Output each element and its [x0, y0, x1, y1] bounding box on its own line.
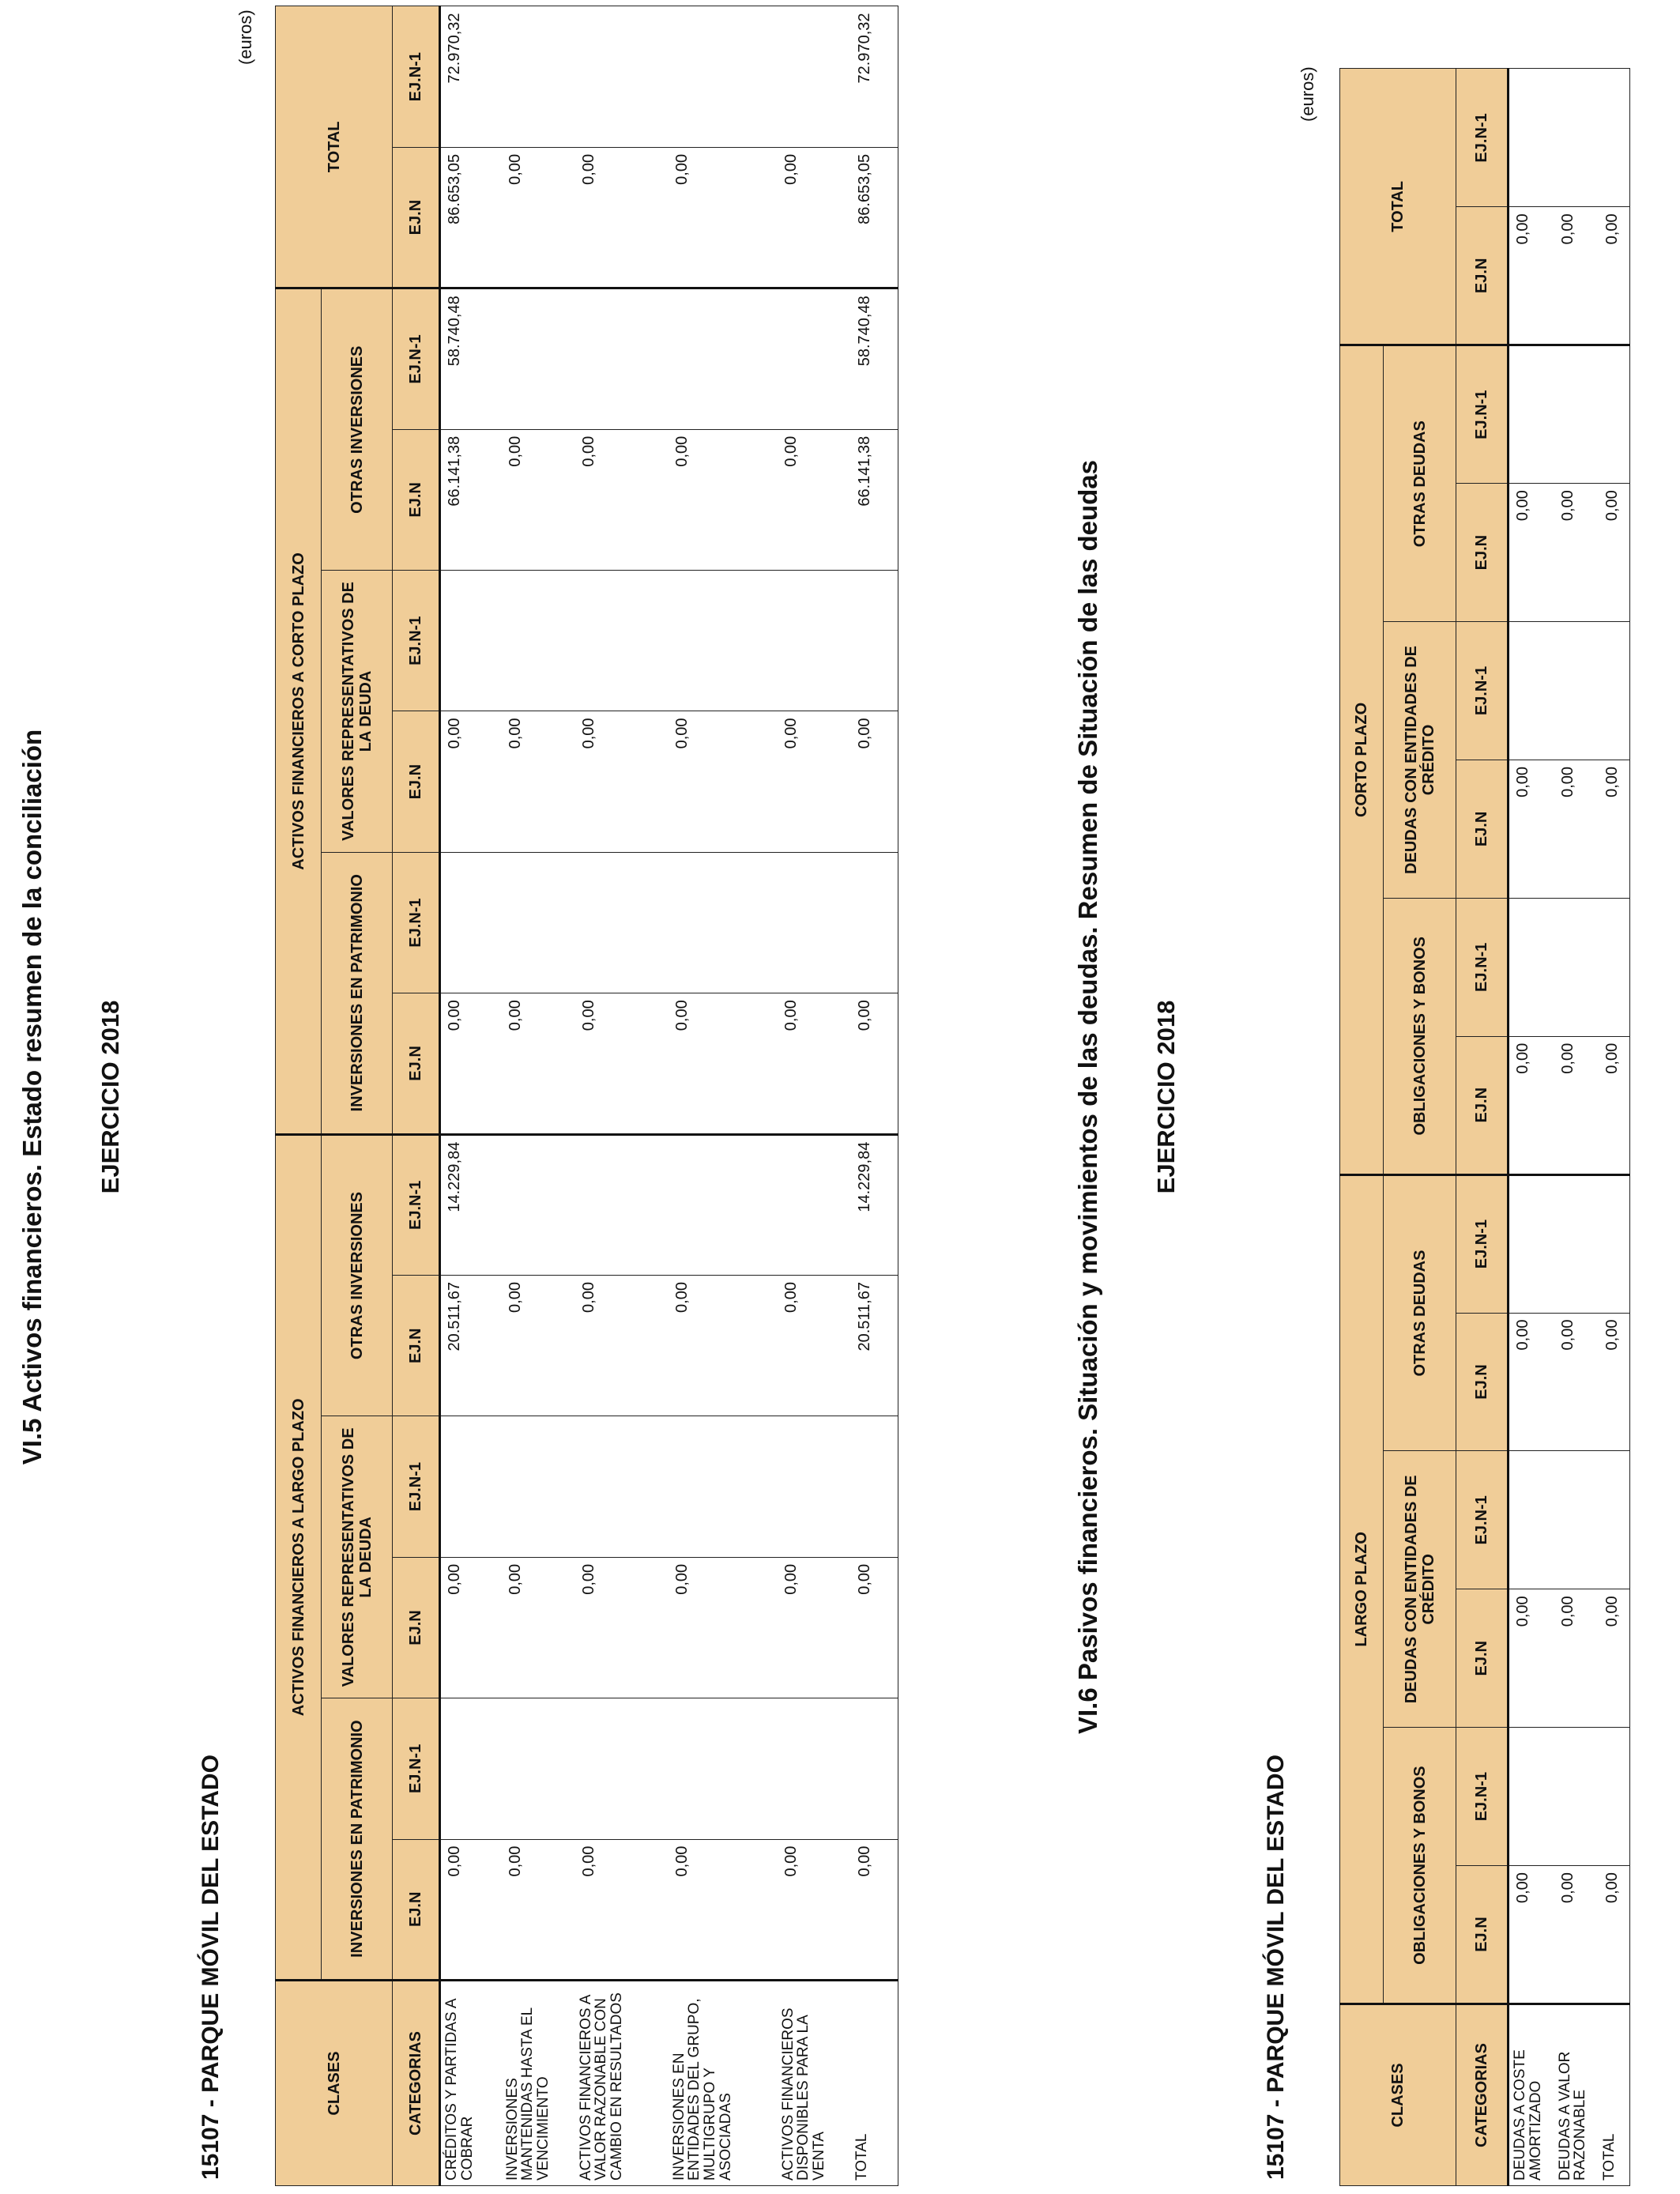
cell-value: 0,00	[669, 711, 778, 852]
cell-value: 0,00	[502, 1557, 575, 1698]
cell-value: 0,00	[575, 1557, 669, 1698]
table-row	[502, 6, 575, 2186]
cell-value: 0,00	[1599, 1589, 1630, 1728]
header-sub-otras-deudas: OTRAS DEUDAS	[1384, 1174, 1456, 1451]
header-sub-otras: OTRAS INVERSIONES	[322, 1134, 393, 1416]
cell-value: 0,00	[1509, 1313, 1554, 1451]
cell-value	[1554, 622, 1599, 760]
cell-value	[669, 852, 778, 993]
s2-table	[1339, 68, 1630, 2186]
col-header-ej-n: EJ.N	[1456, 484, 1509, 622]
header-sub-patrimonio: INVERSIONES EN PATRIMONIO	[322, 852, 393, 1134]
cell-value: 0,00	[1554, 1866, 1599, 2004]
col-header-ej-n: EJ.N	[1456, 1036, 1509, 1174]
cell-value: 0,00	[1554, 760, 1599, 898]
header-cols-row	[393, 6, 440, 2186]
col-header-ej-n: EJ.N	[1456, 1589, 1509, 1728]
cell-value: 0,00	[669, 147, 778, 288]
row-category: DEUDAS A VALOR RAZONABLE	[1554, 2004, 1599, 2186]
cell-value	[575, 1698, 669, 1839]
col-header-ej-n: EJ.N	[1456, 1866, 1509, 2004]
cell-value: 0,00	[575, 1276, 669, 1416]
cell-value	[1599, 1174, 1630, 1313]
s1-body	[440, 6, 898, 2186]
cell-value: 86.653,05	[440, 147, 502, 288]
cell-value: 0,00	[778, 147, 851, 288]
cell-value: 0,00	[1599, 484, 1630, 622]
col-header-ej-n-1: EJ.N-1	[1456, 1728, 1509, 1866]
cell-value: 0,00	[502, 429, 575, 570]
cell-value: 0,00	[575, 711, 669, 852]
header-sub-otras: OTRAS INVERSIONES	[322, 288, 393, 571]
cell-value: 0,00	[669, 993, 778, 1134]
cell-value: 0,00	[575, 993, 669, 1134]
cell-value	[851, 852, 898, 993]
col-header-ej-n-1: EJ.N-1	[393, 288, 440, 429]
row-category: ACTIVOS FINANCIEROS A VALOR RAZONABLE CON CAMBIO EN RESULTADOS	[575, 1981, 669, 2186]
col-header-ej-n-1: EJ.N-1	[1456, 1174, 1509, 1313]
cell-value	[575, 852, 669, 993]
col-header-ej-n: EJ.N	[1456, 1313, 1509, 1451]
header-clases: CLASES	[1340, 2004, 1456, 2186]
cell-value	[851, 1698, 898, 1839]
table-row	[851, 6, 898, 2186]
cell-value	[669, 6, 778, 147]
header-clases: CLASES	[276, 1981, 393, 2186]
header-sub-patrimonio: INVERSIONES EN PATRIMONIO	[322, 1698, 393, 1981]
cell-value: 72.970,32	[440, 6, 502, 147]
cell-value	[1509, 1728, 1554, 1866]
cell-value	[575, 571, 669, 711]
cell-value	[1599, 1451, 1630, 1589]
col-header-ej-n: EJ.N	[393, 1839, 440, 1980]
header-total: TOTAL	[276, 6, 393, 288]
col-header-ej-n-1: EJ.N-1	[393, 1698, 440, 1839]
cell-value: 0,00	[1509, 207, 1554, 345]
cell-value: 0,00	[502, 711, 575, 852]
table-row	[778, 6, 851, 2186]
cell-value: 0,00	[575, 1839, 669, 1980]
col-header-ej-n-1: EJ.N-1	[393, 852, 440, 993]
cell-value	[1554, 1174, 1599, 1313]
header-sub-deudas-credito: DEUDAS CON ENTIDADES DE CRÉDITO	[1384, 622, 1456, 899]
col-header-ej-n-1: EJ.N-1	[1456, 345, 1509, 484]
col-header-ej-n: EJ.N	[393, 1557, 440, 1698]
cell-value	[669, 571, 778, 711]
s1-entity: 15107 - PARQUE MÓVIL DEL ESTADO	[198, 1755, 224, 2180]
cell-value	[1509, 898, 1554, 1036]
row-category: TOTAL	[1599, 2004, 1630, 2186]
cell-value: 0,00	[851, 1557, 898, 1698]
cell-value	[502, 1416, 575, 1557]
cell-value: 0,00	[778, 1839, 851, 1980]
col-header-ej-n-1: EJ.N-1	[1456, 898, 1509, 1036]
header-categorias: CATEGORIAS	[393, 1981, 440, 2186]
cell-value	[575, 1134, 669, 1275]
col-header-ej-n-1: EJ.N-1	[1456, 622, 1509, 760]
cell-value: 0,00	[1599, 1036, 1630, 1174]
cell-value	[502, 571, 575, 711]
table-row	[575, 6, 669, 2186]
cell-value	[1554, 69, 1599, 207]
cell-value	[1509, 1451, 1554, 1589]
cell-value	[1554, 1728, 1599, 1866]
cell-value: 0,00	[502, 993, 575, 1134]
cell-value	[851, 1416, 898, 1557]
cell-value	[1599, 622, 1630, 760]
cell-value: 0,00	[502, 1276, 575, 1416]
header-group-corto: CORTO PLAZO	[1340, 345, 1384, 1174]
header-categorias: CATEGORIAS	[1456, 2004, 1509, 2186]
cell-value	[778, 6, 851, 147]
row-category: INVERSIONES EN ENTIDADES DEL GRUPO, MULTIGRUPO Y ASOCIADAS	[669, 1981, 778, 2186]
cell-value: 0,00	[1599, 207, 1630, 345]
cell-value: 0,00	[669, 1839, 778, 1980]
cell-value	[1599, 69, 1630, 207]
s2-ejercicio: EJERCICIO 2018	[1152, 1000, 1180, 1194]
cell-value: 20.511,67	[440, 1276, 502, 1416]
cell-value: 0,00	[1509, 1589, 1554, 1728]
header-sub-valores: VALORES REPRESENTATIVOS DE LA DEUDA	[322, 571, 393, 853]
cell-value: 0,00	[778, 1557, 851, 1698]
cell-value	[502, 288, 575, 429]
row-category: INVERSIONES MANTENIDAS HASTA EL VENCIMIENTO	[502, 1981, 575, 2186]
table-row	[440, 6, 502, 2186]
s2-title: VI.6 Pasivos financieros. Situación y movimientos de las deudas. Resumen de Situación de las deudas	[1073, 459, 1102, 1735]
col-header-ej-n: EJ.N	[393, 147, 440, 288]
table-row	[669, 6, 778, 2186]
cell-value	[778, 1134, 851, 1275]
cell-value: 0,00	[1554, 484, 1599, 622]
header-sub-deudas-credito: DEUDAS CON ENTIDADES DE CRÉDITO	[1384, 1451, 1456, 1728]
col-header-ej-n-1: EJ.N-1	[393, 1134, 440, 1275]
cell-value: 20.511,67	[851, 1276, 898, 1416]
cell-value	[440, 1416, 502, 1557]
col-header-ej-n: EJ.N	[393, 993, 440, 1134]
cell-value: 14.229,84	[440, 1134, 502, 1275]
cell-value: 0,00	[778, 429, 851, 570]
cell-value	[778, 571, 851, 711]
cell-value	[502, 1134, 575, 1275]
cell-value: 0,00	[440, 711, 502, 852]
cell-value	[669, 1416, 778, 1557]
col-header-ej-n: EJ.N	[393, 711, 440, 852]
header-sub-obligaciones: OBLIGACIONES Y BONOS	[1384, 1728, 1456, 2004]
cell-value	[1554, 898, 1599, 1036]
cell-value: 0,00	[1599, 1866, 1630, 2004]
header-group-corto: ACTIVOS FINANCIEROS A CORTO PLAZO	[276, 288, 322, 1134]
cell-value: 0,00	[502, 1839, 575, 1980]
cell-value	[669, 288, 778, 429]
cell-value	[575, 1416, 669, 1557]
cell-value: 0,00	[851, 1839, 898, 1980]
col-header-ej-n-1: EJ.N-1	[393, 571, 440, 711]
col-header-ej-n: EJ.N	[393, 1276, 440, 1416]
cell-value: 58.740,48	[851, 288, 898, 429]
cell-value	[1509, 69, 1554, 207]
cell-value	[575, 6, 669, 147]
cell-value: 0,00	[778, 993, 851, 1134]
s1-table	[275, 6, 898, 2186]
cell-value	[669, 1698, 778, 1839]
cell-value	[502, 852, 575, 993]
cell-value: 0,00	[1554, 207, 1599, 345]
cell-value: 86.653,05	[851, 147, 898, 288]
s2-unit: (euros)	[1298, 66, 1317, 122]
cell-value	[1599, 898, 1630, 1036]
cell-value: 0,00	[1509, 484, 1554, 622]
cell-value: 0,00	[851, 711, 898, 852]
col-header-ej-n: EJ.N	[1456, 760, 1509, 898]
cell-value: 0,00	[440, 993, 502, 1134]
cell-value	[1509, 622, 1554, 760]
col-header-ej-n-1: EJ.N-1	[393, 6, 440, 147]
header-total: TOTAL	[1340, 69, 1456, 345]
cell-value: 0,00	[502, 147, 575, 288]
cell-value: 0,00	[1599, 1313, 1630, 1451]
s1-title: VI.5 Activos financieros. Estado resumen de la conciliación	[17, 729, 47, 1465]
cell-value	[669, 1134, 778, 1275]
cell-value: 0,00	[1509, 1036, 1554, 1174]
cell-value	[778, 1416, 851, 1557]
cell-value	[1599, 345, 1630, 484]
table-row	[1509, 69, 1554, 2186]
cell-value	[1509, 345, 1554, 484]
col-header-ej-n: EJ.N	[1456, 207, 1509, 345]
header-sub-obligaciones: OBLIGACIONES Y BONOS	[1384, 898, 1456, 1174]
cell-value	[851, 571, 898, 711]
cell-value: 0,00	[778, 711, 851, 852]
cell-value: 0,00	[851, 993, 898, 1134]
cell-value: 66.141,38	[851, 429, 898, 570]
cell-value: 0,00	[778, 1276, 851, 1416]
col-header-ej-n-1: EJ.N-1	[1456, 69, 1509, 207]
cell-value: 66.141,38	[440, 429, 502, 570]
table-row	[1554, 69, 1599, 2186]
cell-value	[1554, 345, 1599, 484]
cell-value: 14.229,84	[851, 1134, 898, 1275]
col-header-ej-n: EJ.N	[393, 429, 440, 570]
cell-value	[1509, 1174, 1554, 1313]
cell-value: 0,00	[440, 1839, 502, 1980]
table-row	[1599, 69, 1630, 2186]
cell-value: 0,00	[669, 429, 778, 570]
cell-value	[778, 1698, 851, 1839]
header-sub-otras-deudas: OTRAS DEUDAS	[1384, 345, 1456, 622]
header-sub-valores: VALORES REPRESENTATIVOS DE LA DEUDA	[322, 1416, 393, 1698]
cell-value: 0,00	[1509, 760, 1554, 898]
s2-entity: 15107 - PARQUE MÓVIL DEL ESTADO	[1263, 1755, 1289, 2180]
cell-value	[502, 6, 575, 147]
cell-value	[440, 1698, 502, 1839]
cell-value	[1599, 1728, 1630, 1866]
cell-value	[778, 288, 851, 429]
cell-value	[440, 571, 502, 711]
cell-value: 0,00	[1554, 1589, 1599, 1728]
row-category: ACTIVOS FINANCIEROS DISPONIBLES PARA LA VENTA	[778, 1981, 851, 2186]
cell-value: 72.970,32	[851, 6, 898, 147]
row-category: DEUDAS A COSTE AMORTIZADO	[1509, 2004, 1554, 2186]
cell-value: 58.740,48	[440, 288, 502, 429]
cell-value	[575, 288, 669, 429]
col-header-ej-n-1: EJ.N-1	[393, 1416, 440, 1557]
cell-value: 0,00	[669, 1276, 778, 1416]
cell-value: 0,00	[1554, 1313, 1599, 1451]
cell-value	[778, 852, 851, 993]
cell-value: 0,00	[575, 429, 669, 570]
header-group-largo: LARGO PLAZO	[1340, 1174, 1384, 2004]
cell-value	[1554, 1451, 1599, 1589]
cell-value	[502, 1698, 575, 1839]
cell-value	[440, 852, 502, 993]
cell-value: 0,00	[669, 1557, 778, 1698]
cell-value: 0,00	[1509, 1866, 1554, 2004]
col-header-ej-n-1: EJ.N-1	[1456, 1451, 1509, 1589]
s2-body	[1509, 69, 1630, 2186]
s1-unit: (euros)	[235, 9, 255, 65]
row-category: CRÉDITOS Y PARTIDAS A COBRAR	[440, 1981, 502, 2186]
cell-value: 0,00	[1599, 760, 1630, 898]
header-group-largo: ACTIVOS FINANCIEROS A LARGO PLAZO	[276, 1134, 322, 1980]
header-cols-row	[1456, 69, 1509, 2186]
cell-value: 0,00	[575, 147, 669, 288]
cell-value: 0,00	[1554, 1036, 1599, 1174]
row-category: TOTAL	[851, 1981, 898, 2186]
cell-value: 0,00	[440, 1557, 502, 1698]
s1-ejercicio: EJERCICIO 2018	[96, 1000, 124, 1194]
